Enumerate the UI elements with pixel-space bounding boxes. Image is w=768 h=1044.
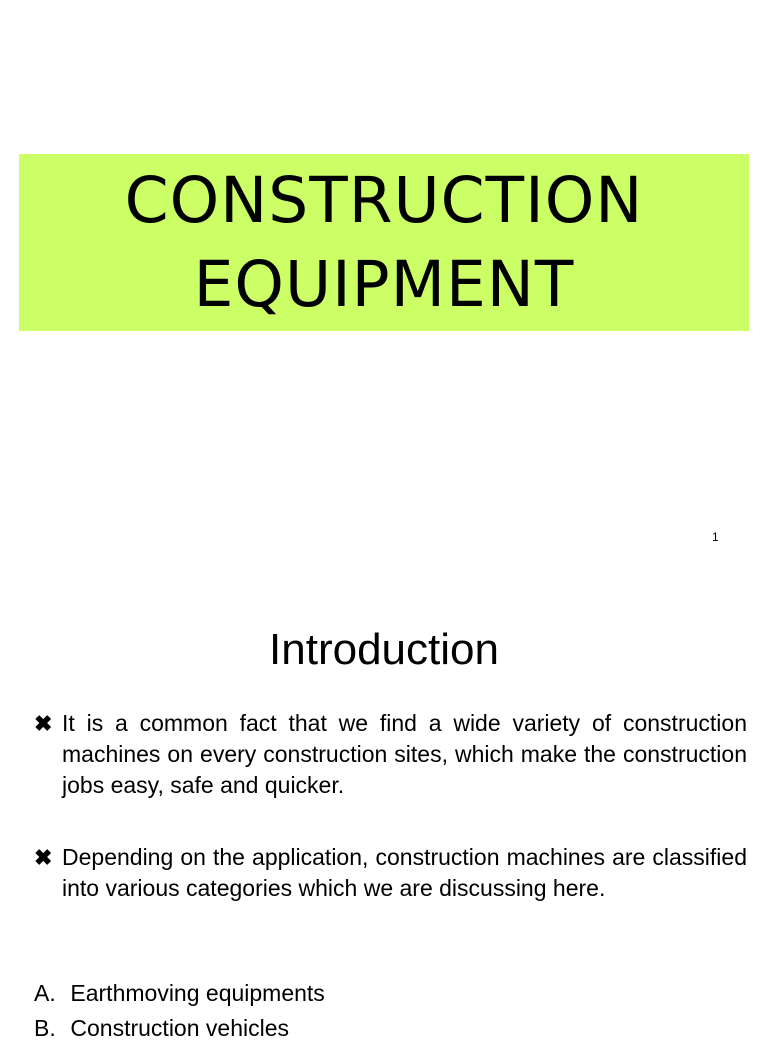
list-text-a: Earthmoving equipments [70, 980, 325, 1006]
page-number: 1 [712, 530, 719, 544]
list-letter-b: B. [34, 1015, 56, 1041]
list-item-a [34, 978, 325, 1009]
bullet-item-2 [34, 842, 747, 904]
title-banner [19, 154, 749, 331]
slide-heading: Introduction [269, 625, 499, 674]
bullet-text-2: Depending on the application, construction machines are classified into various categories which we are discussing here. [62, 844, 747, 901]
list-text-b: Construction vehicles [70, 1015, 289, 1041]
x-mark-icon: ✖ [34, 711, 53, 736]
introduction-slide [0, 576, 768, 1041]
title-line-2: EQUIPMENT [193, 247, 575, 321]
bullet-text-1: It is a common fact that we find a wide variety of construction machines on every construction sites, which make the construction jobs easy, safe and quicker. [62, 710, 747, 798]
title-line-1: CONSTRUCTION [124, 163, 644, 237]
x-mark-icon: ✖ [34, 845, 53, 870]
bullet-item-1 [34, 708, 747, 801]
list-letter-a: A. [34, 980, 56, 1006]
list-item-b [34, 1013, 289, 1044]
